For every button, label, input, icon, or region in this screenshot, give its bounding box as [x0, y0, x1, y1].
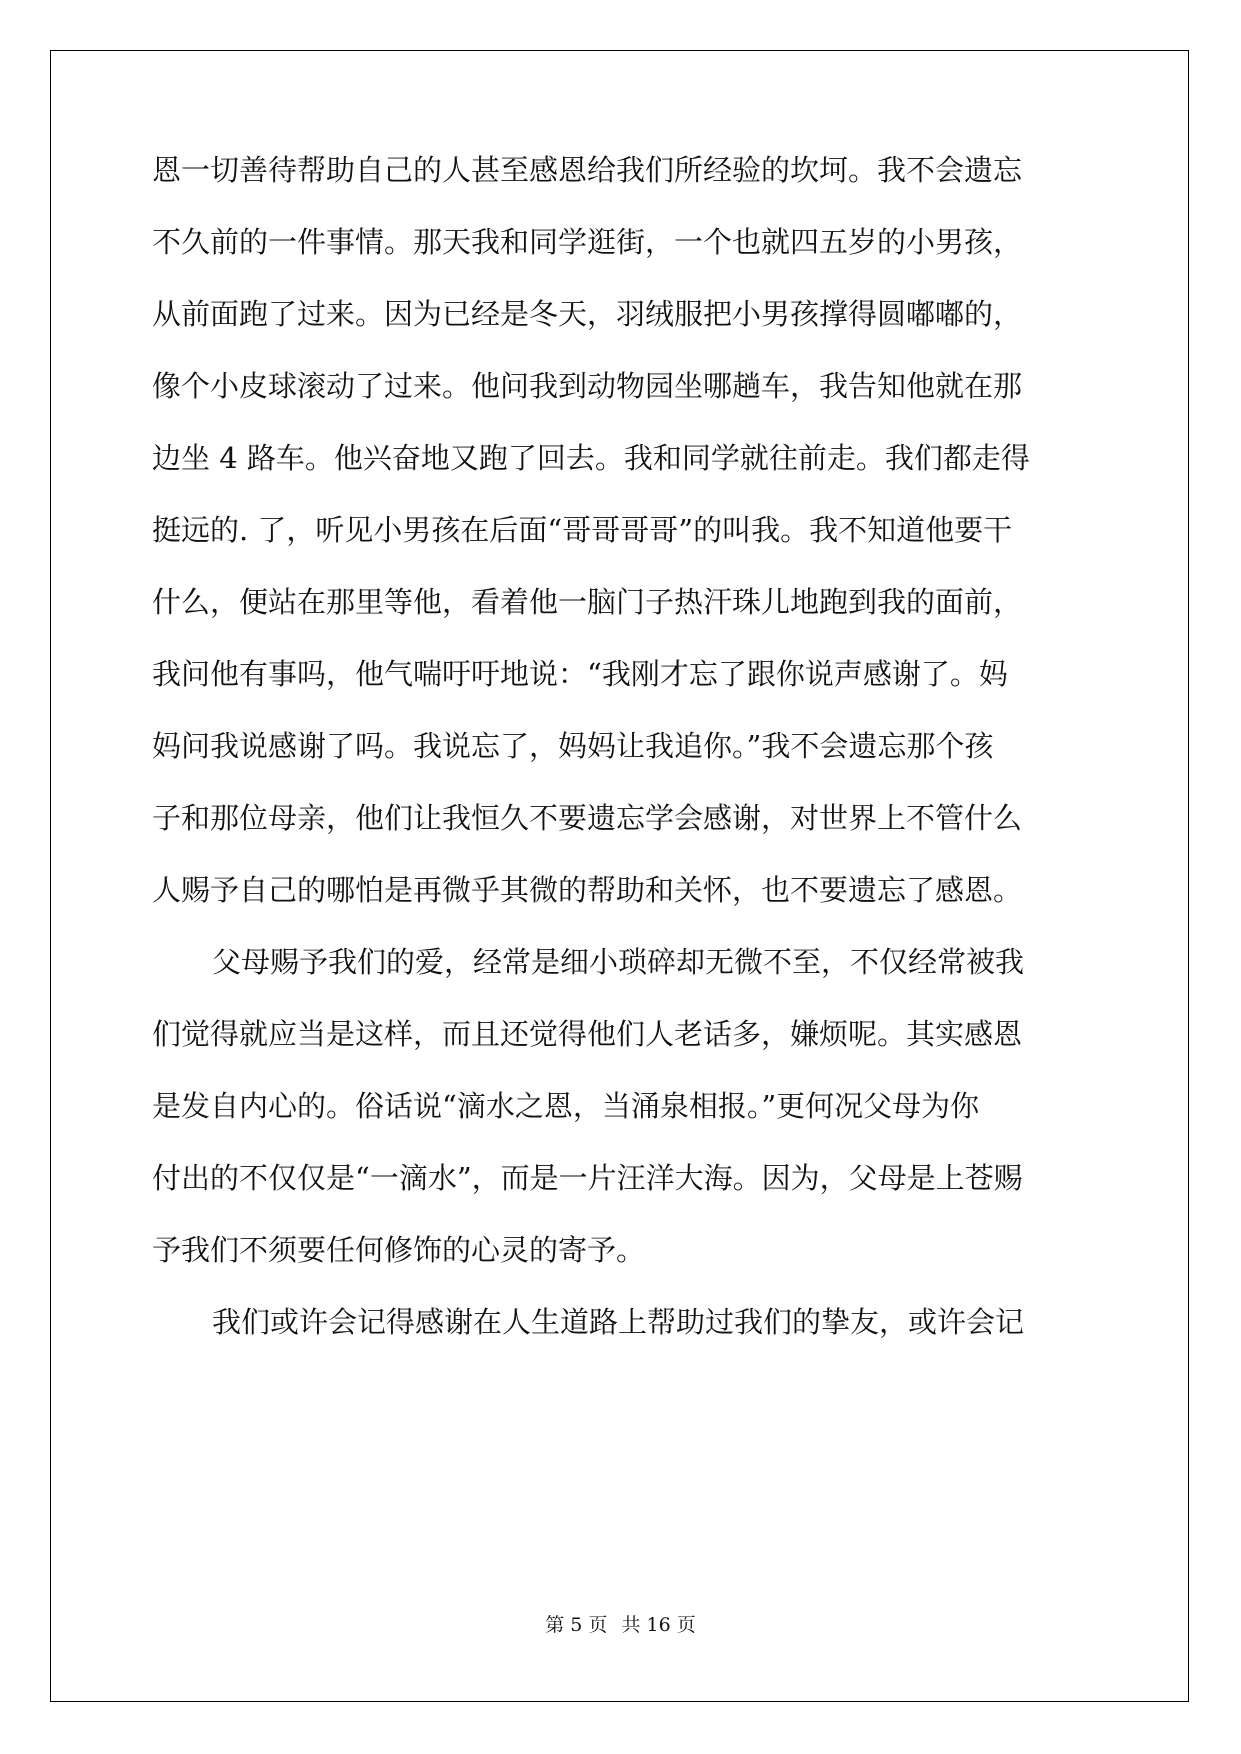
text-line: 边坐 4 路车。他兴奋地又跑了回去。我和同学就往前走。我们都走得 [152, 441, 1030, 475]
text-line: 我问他有事吗，他气喘吁吁地说：“我刚才忘了跟你说声感谢了。妈 [152, 657, 1008, 691]
text-line: 们觉得就应当是这样，而且还觉得他们人老话多，嫌烦呢。其实感恩 [152, 1017, 1023, 1051]
page-total: 共 16 页 [621, 1614, 696, 1636]
text-line: 从前面跑了过来。因为已经是冬天，羽绒服把小男孩撑得圆嘟嘟的， [152, 297, 1023, 331]
text-line: 付出的不仅仅是“一滴水”，而是一片汪洋大海。因为，父母是上苍赐 [152, 1161, 1023, 1195]
text-line: 不久前的一件事情。那天我和同学逛街，一个也就四五岁的小男孩， [152, 225, 1023, 259]
text-line: 什么，便站在那里等他，看着他一脑门子热汗珠儿地跑到我的面前， [152, 585, 1023, 619]
text-line: 像个小皮球滚动了过来。他问我到动物园坐哪趟车，我告知他就在那 [152, 369, 1023, 403]
text-line: 人赐予自己的哪怕是再微乎其微的帮助和关怀，也不要遗忘了感恩。 [152, 873, 1023, 907]
page-footer [0, 1610, 1241, 1637]
paragraph-start-line: 我们或许会记得感谢在人生道路上帮助过我们的挚友，或许会记 [212, 1305, 1025, 1339]
text-line: 予我们不须要任何修饰的心灵的寄予。 [152, 1233, 646, 1267]
page-number: 第 5 页 [545, 1614, 608, 1636]
text-line: 子和那位母亲，他们让我恒久不要遗忘学会感谢，对世界上不管什么 [152, 801, 1023, 835]
text-line: 妈问我说感谢了吗。我说忘了，妈妈让我追你。”我不会遗忘那个孩 [152, 729, 994, 763]
text-line: 是发自内心的。俗话说“滴水之恩，当涌泉相报。”更何况父母为你 [152, 1089, 980, 1123]
text-line: 恩一切善待帮助自己的人甚至感恩给我们所经验的坎坷。我不会遗忘 [152, 153, 1023, 187]
text-line: 挺远的. 了，听见小男孩在后面“哥哥哥哥”的叫我。我不知道他要干 [152, 513, 1013, 547]
paragraph-start-line: 父母赐予我们的爱，经常是细小琐碎却无微不至，不仅经常被我 [212, 945, 1025, 979]
